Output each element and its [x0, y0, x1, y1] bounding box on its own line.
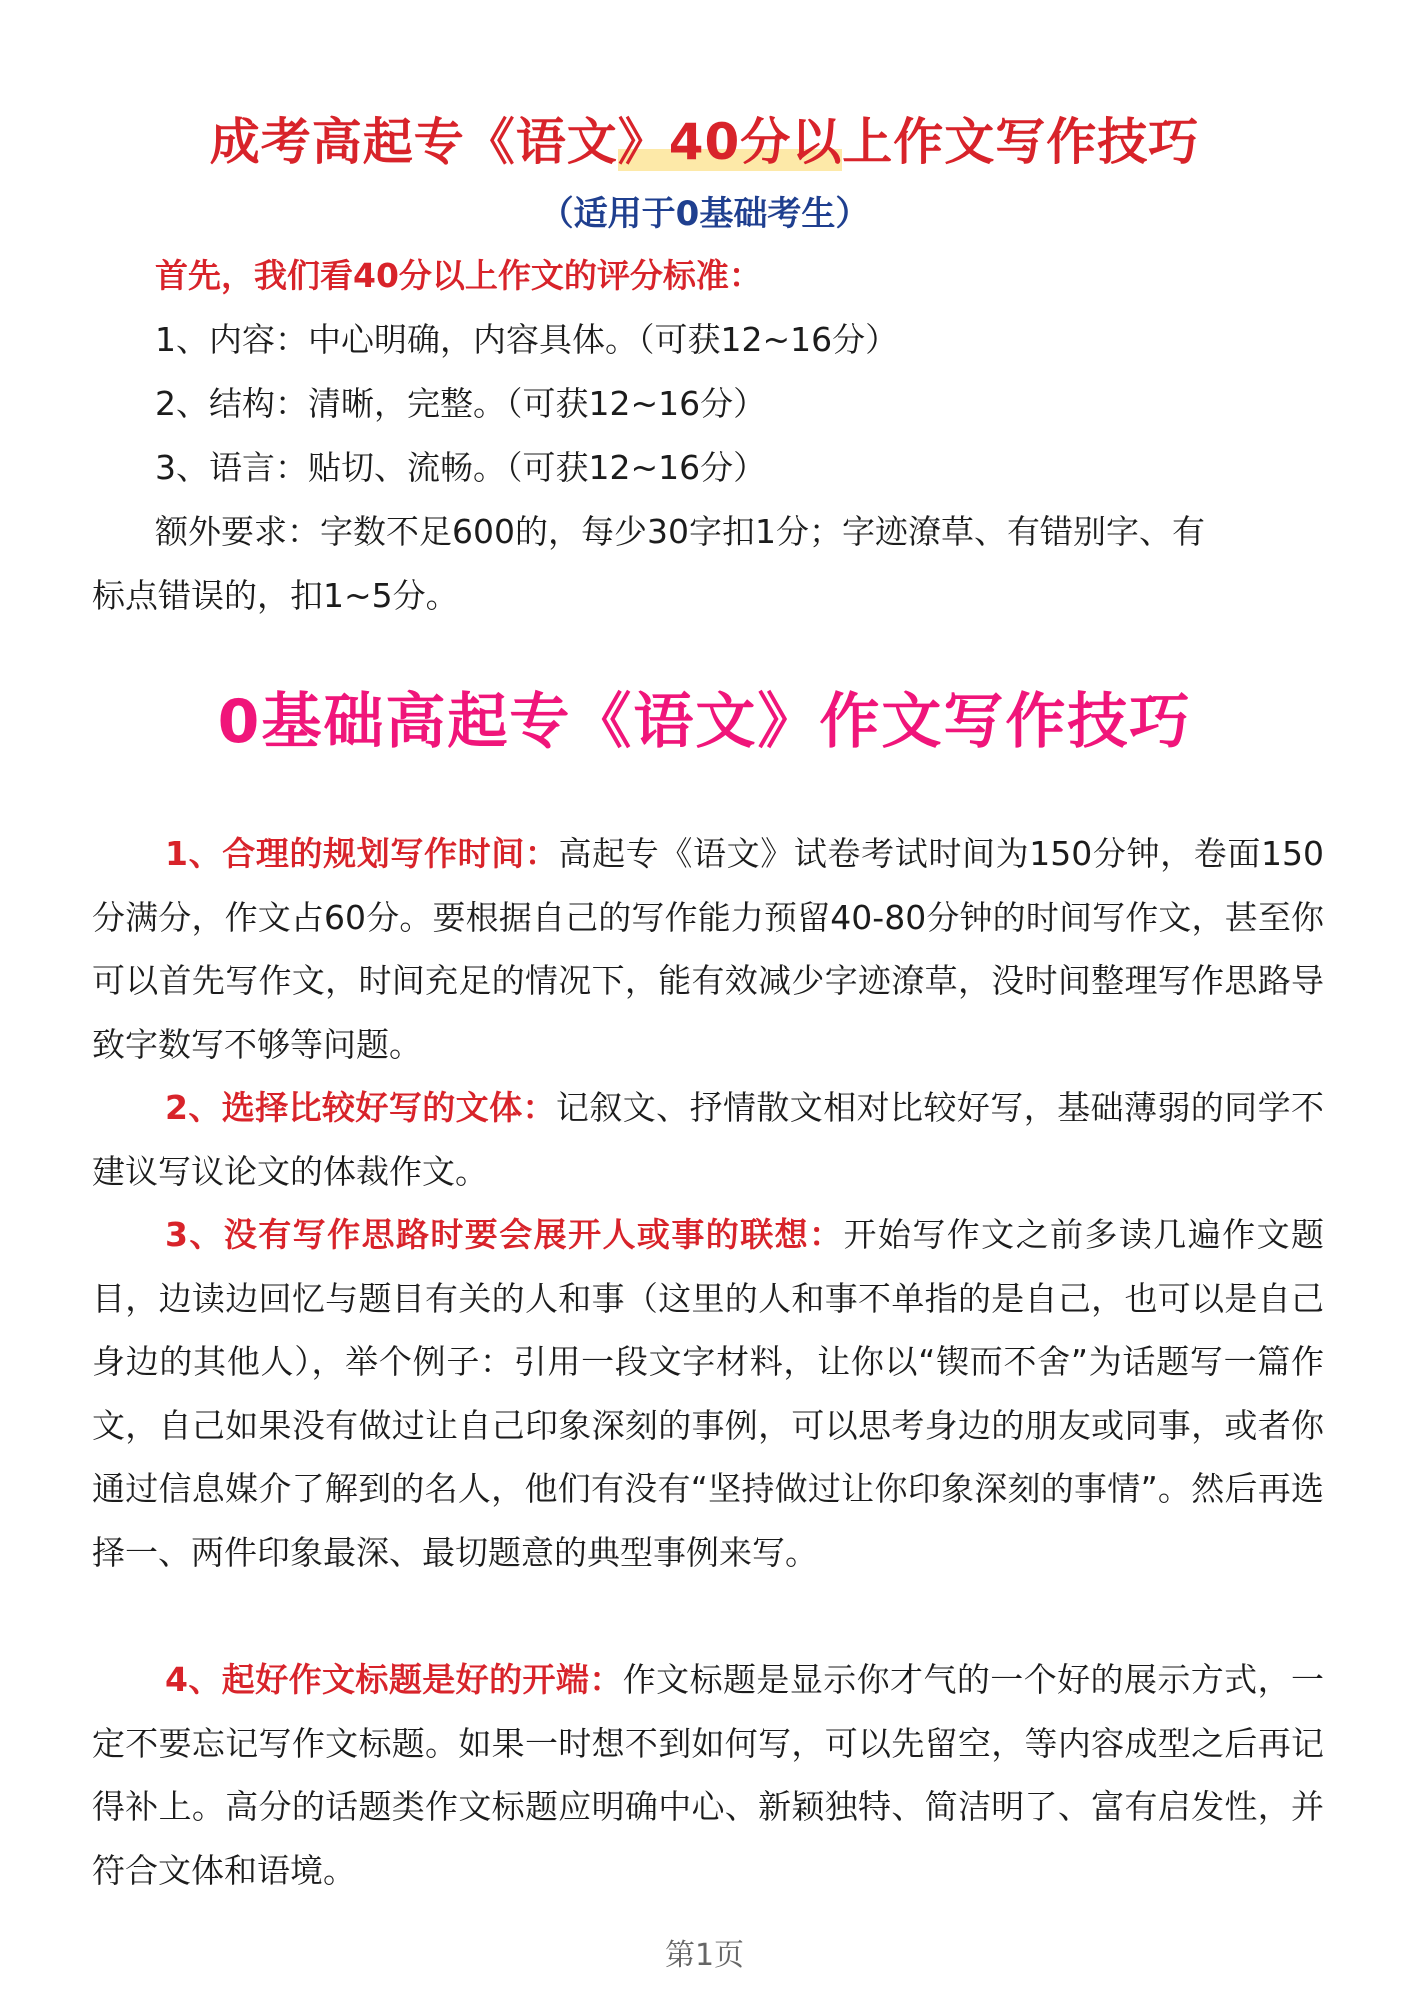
tip-paragraph-2: [92, 1076, 1324, 1203]
criteria-item-language: 3、语言：贴切、流畅。（可获12~16分）: [155, 448, 767, 487]
section-title: 0基础高起专《语文》作文写作技巧: [217, 687, 1192, 757]
tip-paragraph-3: [92, 1203, 1324, 1584]
page-subtitle: （适用于0基础考生）: [539, 194, 870, 234]
tip-text-1: 高起专《语文》试卷考试时间为150分钟，卷面150分满分，作文占60分。要根据自己的写作能力预留40-80分钟的时间写作文，甚至你可以首先写作文，时间充足的情况下，能有效减少字迹潦草，没时间整理写作思路导致字数写不够等问题。: [92, 834, 1324, 1064]
criteria-extra-requirement-line1: 额外要求：字数不足600的，每少30字扣1分；字迹潦草、有错别字、有: [155, 512, 1205, 551]
tip-label-2: 2、选择比较好写的文体：: [165, 1088, 556, 1127]
tip-text-3: 开始写作文之前多读几遍作文题目，边读边回忆与题目有关的人和事（这里的人和事不单指的是自己，也可以是自己身边的其他人），举个例子：引用一段文字材料，让你以“锲而不舍”为话题写一篇作文，自己如果没有做过让自己印象深刻的事例，可以思考身边的朋友或同事，或者你通过信息媒介了解到的名人，他们有没有“坚持做过让你印象深刻的事情”。然后再选择一、两件印象最深、最切题意的典型事例来写。: [92, 1215, 1324, 1572]
tip-label-3: 3、没有写作思路时要会展开人或事的联想：: [165, 1215, 844, 1254]
tip-label-1: 1、合理的规划写作时间：: [165, 834, 559, 873]
criteria-extra-requirement-line2: 标点错误的，扣1~5分。: [92, 576, 459, 615]
criteria-item-structure: 2、结构：清晰，完整。（可获12~16分）: [155, 384, 767, 423]
page-title-part-1: 成考高起专《语文: [209, 113, 618, 171]
page-title-part-2: 上作文写作技巧: [842, 113, 1200, 171]
criteria-heading: 首先，我们看40分以上作文的评分标准：: [155, 256, 762, 295]
page-title-highlight: 》40分以: [617, 113, 843, 171]
tip-label-4: 4、起好作文标题是好的开端：: [165, 1660, 623, 1699]
page-title: [0, 102, 1409, 174]
tip-paragraph-4: [92, 1648, 1324, 1902]
page-number: 第1页: [664, 1938, 745, 1973]
tip-text-4: 作文标题是显示你才气的一个好的展示方式，一定不要忘记写作文标题。如果一时想不到如何写，可以先留空，等内容成型之后再记得补上。高分的话题类作文标题应明确中心、新颖独特、简洁明了、富有启发性，并符合文体和语境。: [92, 1660, 1325, 1890]
criteria-item-content: 1、内容：中心明确，内容具体。（可获12~16分）: [155, 320, 899, 359]
tip-paragraph-1: [92, 822, 1324, 1076]
tip-text-2: 记叙文、抒情散文相对比较好写，基础薄弱的同学不建议写议论文的体裁作文。: [92, 1088, 1325, 1191]
